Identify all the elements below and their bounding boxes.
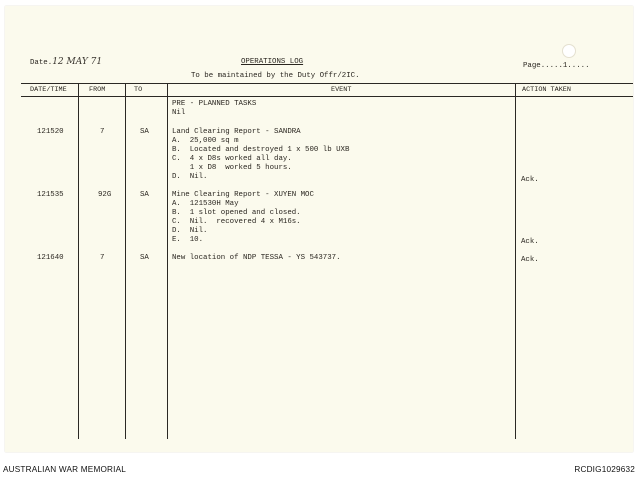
entry-from: 92G (98, 191, 112, 199)
punch-hole (562, 44, 576, 58)
entry-event-line: D. Nil. (172, 173, 208, 181)
entry-action: Ack. (521, 176, 539, 184)
entry-time: 121520 (37, 128, 64, 136)
table-header-rule (21, 96, 633, 97)
date-value: 12 MAY 71 (52, 57, 103, 67)
column-header-datetime: DATE/TIME (30, 86, 67, 94)
page-dots: ..... (567, 62, 590, 70)
col-divider (125, 83, 126, 439)
entry-event-line: C. 4 x D8s worked all day. (172, 155, 292, 163)
col-divider (167, 83, 168, 439)
footer-institution: AUSTRALIAN WAR MEMORIAL (3, 465, 127, 474)
entry-event-line: Mine Clearing Report - XUYEN MOC (172, 191, 314, 199)
entry-action: Ack. (521, 238, 539, 246)
entry-event-line: Land Clearing Report - SANDRA (172, 128, 301, 136)
entry-to: SA (140, 254, 149, 262)
entry-event-line: C. Nil. recovered 4 x M16s. (172, 218, 301, 226)
entry-time: 121535 (37, 191, 64, 199)
column-header-to: TO (134, 86, 143, 94)
column-header-action: ACTION TAKEN (522, 86, 571, 94)
page-label: Page..... (523, 62, 563, 70)
page-subtitle: To be maintained by the Duty Offr/2IC. (191, 72, 360, 80)
entry-event-line: B. Located and destroyed 1 x 500 lb UXB (172, 146, 350, 154)
date-label: Date. (30, 59, 53, 67)
entry-event-line: 1 x D8 worked 5 hours. (172, 164, 292, 172)
entry-event-line: A. 121530H May (172, 200, 239, 208)
entry-to: SA (140, 191, 149, 199)
date-field (30, 58, 102, 68)
entry-event-line: D. Nil. (172, 227, 208, 235)
entry-to: SA (140, 128, 149, 136)
page-title: OPERATIONS LOG (241, 58, 304, 66)
entry-from: 7 (100, 254, 105, 262)
table-top-rule (21, 83, 633, 84)
entry-time: 121640 (37, 254, 64, 262)
page-number-field (523, 62, 590, 71)
entry-event-line: E. 10. (172, 236, 204, 244)
column-header-from: FROM (89, 86, 106, 94)
pre-planned-nil: Nil (172, 109, 186, 117)
entry-event-line: B. 1 slot opened and closed. (172, 209, 301, 217)
entry-event-line: New location of NDP TESSA - YS 543737. (172, 254, 341, 262)
column-header-event: EVENT (331, 86, 352, 94)
footer-record-id: RCDIG1029632 (574, 465, 635, 474)
col-divider (515, 83, 516, 439)
entry-action: Ack. (521, 256, 539, 264)
pre-planned-heading: PRE - PLANNED TASKS (172, 100, 257, 108)
col-divider (78, 83, 79, 439)
page-number: 1 (562, 62, 568, 70)
entry-event-line: A. 25,000 sq m (172, 137, 239, 145)
entry-from: 7 (100, 128, 105, 136)
